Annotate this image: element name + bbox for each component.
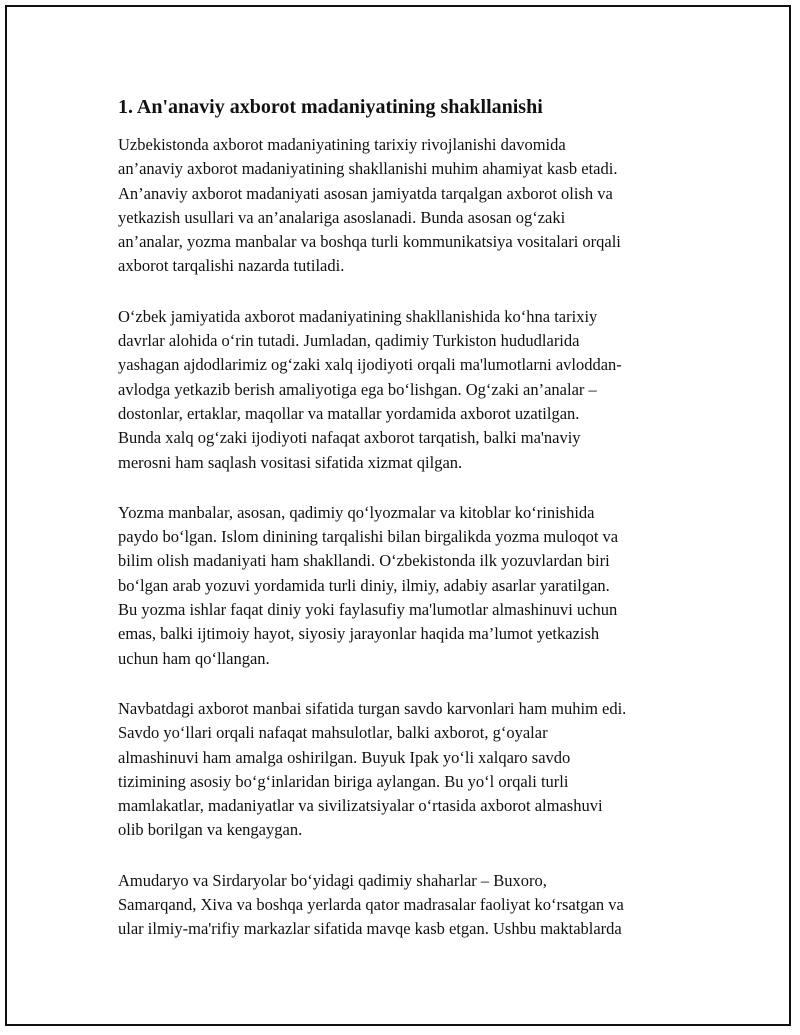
text-line: an’anaviy axborot madaniyatining shakllanishi muhim ahamiyat kasb etadi. (118, 159, 618, 179)
text-line: Bunda xalq og‘zaki ijodiyoti nafaqat axborot tarqatish, balki ma'naviy (118, 428, 581, 448)
text-line: avlodga yetkazib berish amaliyotiga ega bo‘lishgan. Og‘zaki an’analar – (118, 379, 597, 399)
text-line: almashinuvi ham amalga oshirilgan. Buyuk Ipak yo‘li xalqaro savdo (118, 747, 571, 767)
paragraph (118, 305, 698, 475)
paragraph (118, 501, 698, 671)
text-line: uchun ham qo‘llangan. (118, 648, 270, 668)
text-line: davrlar alohida o‘rin tutadi. Jumladan, qadimiy Turkiston hududlarida (118, 331, 580, 351)
text-line: yashagan ajdodlarimiz og‘zaki xalq ijodiyoti orqali ma'lumotlarni avloddan- (118, 355, 622, 375)
text-line: Bu yozma ishlar faqat diniy yoki faylasufiy ma'lumotlar almashinuvi uchun (118, 600, 618, 620)
text-line: tizimining asosiy bo‘g‘inlaridan biriga aylangan. Bu yo‘l orqali turli (118, 771, 569, 791)
text-line: O‘zbek jamiyatida axborot madaniyatining shakllanishida ko‘hna tarixiy (118, 306, 598, 326)
text-line: axborot tarqalishi nazarda tutiladi. (118, 256, 345, 276)
text-line: bo‘lgan arab yozuvi yordamida turli diniy, ilmiy, adabiy asarlar yaratilgan. (118, 575, 610, 595)
text-line: dostonlar, ertaklar, maqollar va matallar yordamida axborot uzatilgan. (118, 403, 580, 423)
text-line: Yozma manbalar, asosan, qadimiy qo‘lyozmalar va kitoblar ko‘rinishida (118, 502, 595, 522)
paragraph (118, 133, 698, 279)
text-line: an’analar, yozma manbalar va boshqa turli kommunikatsiya vositalari orqali (118, 232, 621, 252)
text-line: yetkazish usullari va an’analariga asoslanadi. Bunda asosan og‘zaki (118, 207, 566, 227)
text-line: Uzbekistonda axborot madaniyatining tarixiy rivojlanishi davomida (118, 135, 566, 154)
paragraph (118, 869, 698, 942)
text-line: ular ilmiy-ma'rifiy markazlar sifatida mavqe kasb etgan. Ushbu maktablarda (118, 919, 622, 939)
text-line: merosni ham saqlash vositasi sifatida xizmat qilgan. (118, 452, 463, 472)
document-body (118, 93, 698, 968)
paragraph (118, 697, 698, 843)
text-line: emas, balki ijtimoiy hayot, siyosiy jarayonlar haqida ma’lumot yetkazish (118, 624, 600, 644)
text-line: Samarqand, Xiva va boshqa yerlarda qator madrasalar faoliyat ko‘rsatgan va (118, 895, 624, 915)
text-line: An’anaviy axborot madaniyati asosan jamiyatda tarqalgan axborot olish va (118, 183, 613, 203)
text-line: Savdo yo‘llari orqali nafaqat mahsulotlar, balki axborot, g‘oyalar (118, 723, 548, 743)
text-line: bilim olish madaniyati ham shakllandi. O‘zbekistonda ilk yozuvlardan biri (118, 551, 610, 571)
text-line: Amudaryo va Sirdaryolar bo‘yidagi qadimiy shaharlar – Buxoro, (118, 870, 547, 890)
text-line: mamlakatlar, madaniyatlar va sivilizatsiyalar o‘rtasida axborot almashuvi (118, 796, 603, 816)
text-line: olib borilgan va kengaygan. (118, 820, 303, 840)
text-line: paydo bo‘lgan. Islom dinining tarqalishi bilan birgalikda yozma muloqot va (118, 527, 619, 547)
section-heading: 1. An'anaviy axborot madaniyatining shakllanishi (118, 96, 543, 118)
text-line: Navbatdagi axborot manbai sifatida turgan savdo karvonlari ham muhim edi. (118, 698, 627, 718)
